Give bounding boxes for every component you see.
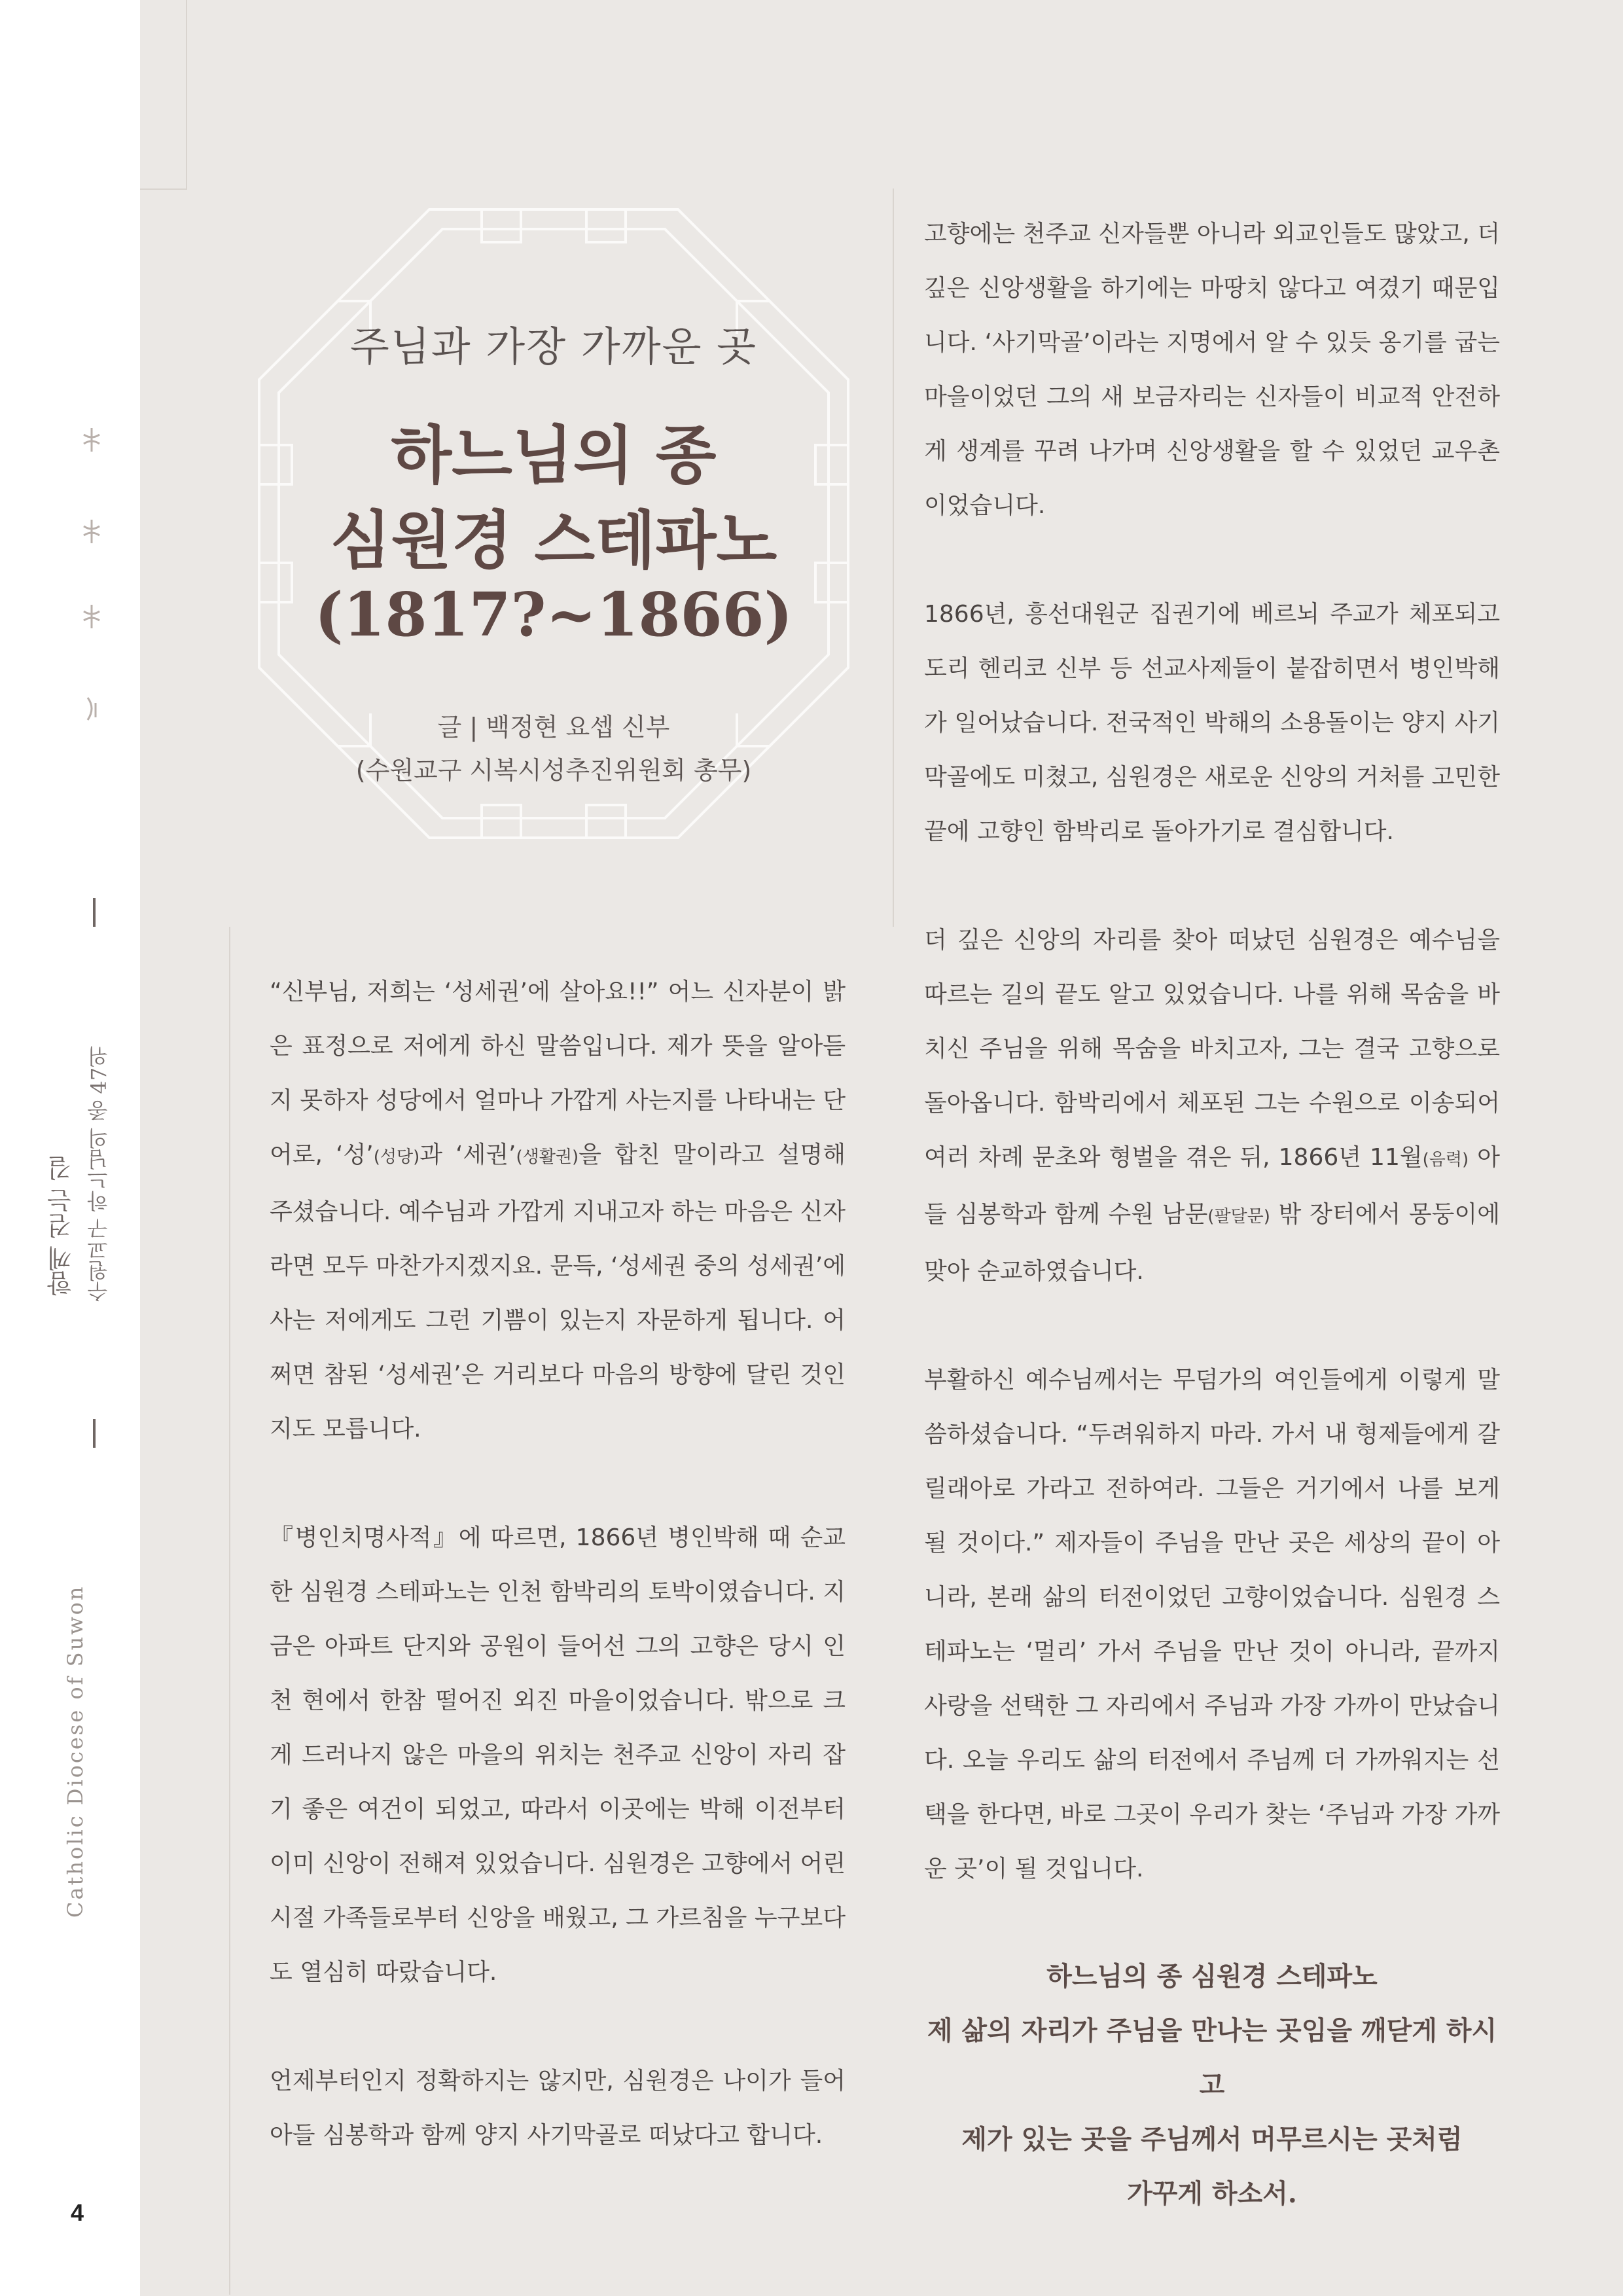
paragraph: 고향에는 천주교 신자들뿐 아니라 외교인들도 많았고, 더 깊은 신앙생활을 하기에는 마땅치 않다고 여겼기 때문입니다. ‘사기막골’이라는 지명에서 알 수 있듯 옹기를 굽는 마을이었던 그의 새 보금자리는 신자들이 비교적 안전하게 생계를 꾸려 나가며 신앙생활을 할 수 있었던 교우촌이었습니다. bbox=[924, 221, 1500, 519]
prayer-line: 제 삶의 자리가 주님을 만나는 곳임을 깨닫게 하시고 bbox=[927, 2015, 1497, 2100]
paragraph: “신부님, 저희는 ‘성세권’에 살아요!!” 어느 신자분이 밝은 표정으로 저에게 하신 말씀입니다. 제가 뜻을 알아듣지 못하자 성당에서 얼마나 가깝게 사는지를 나타내는 단어로, ‘성’(성당)과 ‘세권’(생활권)을 합친 말이라고 설명해 주셨습니다. 예수님과 가깝게 지내고자 하는 마음은 신자라면 모두 마찬가지겠지요. 문득, ‘성세권 중의 성세권’에 사는 저에게도 그런 기쁨이 있는지 자문하게 됩니다. 어쩌면 참된 ‘성세권’은 거리보다 마음의 방향에 달린 것인지도 모릅니다. bbox=[270, 978, 846, 1443]
prayer-line: 하느님의 종 심원경 스테파노 bbox=[1046, 1961, 1378, 1992]
paragraph: 1866년, 흥선대원군 집권기에 베르뇌 주교가 체포되고 도리 헨리코 신부 등 선교사제들이 붙잡히면서 병인박해가 일어났습니다. 전국적인 박해의 소용돌이는 양지 사기막골에도 미쳤고, 심원경은 새로운 신앙의 거처를 고민한 끝에 고향인 함박리로 돌아가기로 결심합니다. bbox=[924, 601, 1500, 845]
prayer bbox=[924, 1949, 1500, 2221]
title-block bbox=[246, 196, 861, 851]
article-title: 심원경 스테파노 bbox=[330, 503, 777, 577]
divider bbox=[93, 1419, 96, 1448]
right-column bbox=[924, 207, 1500, 1950]
leaf-ornament-icon bbox=[77, 694, 106, 723]
article-subtitle: 주님과 가장 가까운 곳 bbox=[349, 323, 758, 370]
series-title: 함께 걷는 길 bbox=[47, 1155, 76, 1296]
page-number: 4 bbox=[71, 2199, 84, 2226]
flower-ornament-icon bbox=[77, 602, 106, 631]
paragraph: 부활하신 예수님께서는 무덤가의 여인들에게 이렇게 말씀하셨습니다. “두려워하지 마라. 가서 내 형제들에게 갈릴래아로 가라고 전하여라. 그들은 거기에서 나를 보게 될 것이다.” 제자들이 주님을 만난 곳은 세상의 끝이 아니라, 본래 삶의 터전이었던 고향이었습니다. 심원경 스테파노는 ‘멀리’ 가서 주님을 만난 것이 아니라, 끝까지 사랑을 선택한 그 자리에서 주님과 가장 가까이 만났습니다. 오늘 우리도 삶의 터전에서 주님께 더 가까워지는 선택을 한다면, 바로 그곳이 우리가 찾는 ‘주님과 가장 가까운 곳’이 될 것입니다. bbox=[924, 1367, 1500, 1882]
series-subtitle: 수원교구 하느님의 종 47위 bbox=[86, 1046, 111, 1302]
article-title: 하느님의 종 bbox=[391, 418, 717, 492]
prayer-line: 제가 있는 곳을 주님께서 머무르시는 곳처럼 bbox=[961, 2124, 1463, 2155]
paragraph: 『병인치명사적』에 따르면, 1866년 병인박해 때 순교한 심원경 스테파노는 인천 함박리의 토박이였습니다. 지금은 아파트 단지와 공원이 들어선 그의 고향은 당시 인천 현에서 한참 떨어진 외진 마을이었습니다. 밖으로 크게 드러나지 않은 마을의 위치는 천주교 신앙이 자리 잡기 좋은 여건이 되었고, 따라서 이곳에는 박해 이전부터 이미 신앙이 전해져 있었습니다. 심원경은 고향에서 어린 시절 가족들로부터 신앙을 배웠고, 그 가르침을 누구보다도 열심히 따랐습니다. bbox=[270, 1524, 846, 1986]
diocese-name: Catholic Diocese of Suwon bbox=[63, 1585, 88, 1918]
paragraph: 더 깊은 신앙의 자리를 찾아 떠났던 심원경은 예수님을 따르는 길의 끝도 알고 있었습니다. 나를 위해 목숨을 바치신 주님을 위해 목숨을 바치고자, 그는 결국 고향으로 돌아옵니다. 함박리에서 체포된 그는 수원으로 이송되어 여러 차례 문초와 형벌을 겪은 뒤, 1866년 11월(음력) 아들 심봉학과 함께 수원 남문(팔달문) 밖 장터에서 몽둥이에 맞아 순교하였습니다. bbox=[924, 927, 1500, 1285]
author-affiliation: (수원교구 시복시성추진위원회 총무) bbox=[355, 756, 752, 785]
prayer-line: 가꾸게 하소서. bbox=[1127, 2178, 1297, 2209]
sidebar bbox=[0, 0, 140, 2296]
divider bbox=[93, 898, 96, 927]
paragraph: 언제부터인지 정확하지는 않지만, 심원경은 나이가 들어 아들 심봉학과 함께 양지 사기막골로 떠났다고 합니다. bbox=[270, 2068, 846, 2149]
author-byline: 글 | 백정현 요셉 신부 bbox=[437, 713, 670, 742]
article-title-dates: (1817?~1866) bbox=[314, 579, 793, 650]
left-column bbox=[270, 965, 846, 2217]
flower-ornament-icon bbox=[77, 517, 106, 546]
flower-ornament-icon bbox=[77, 425, 106, 454]
